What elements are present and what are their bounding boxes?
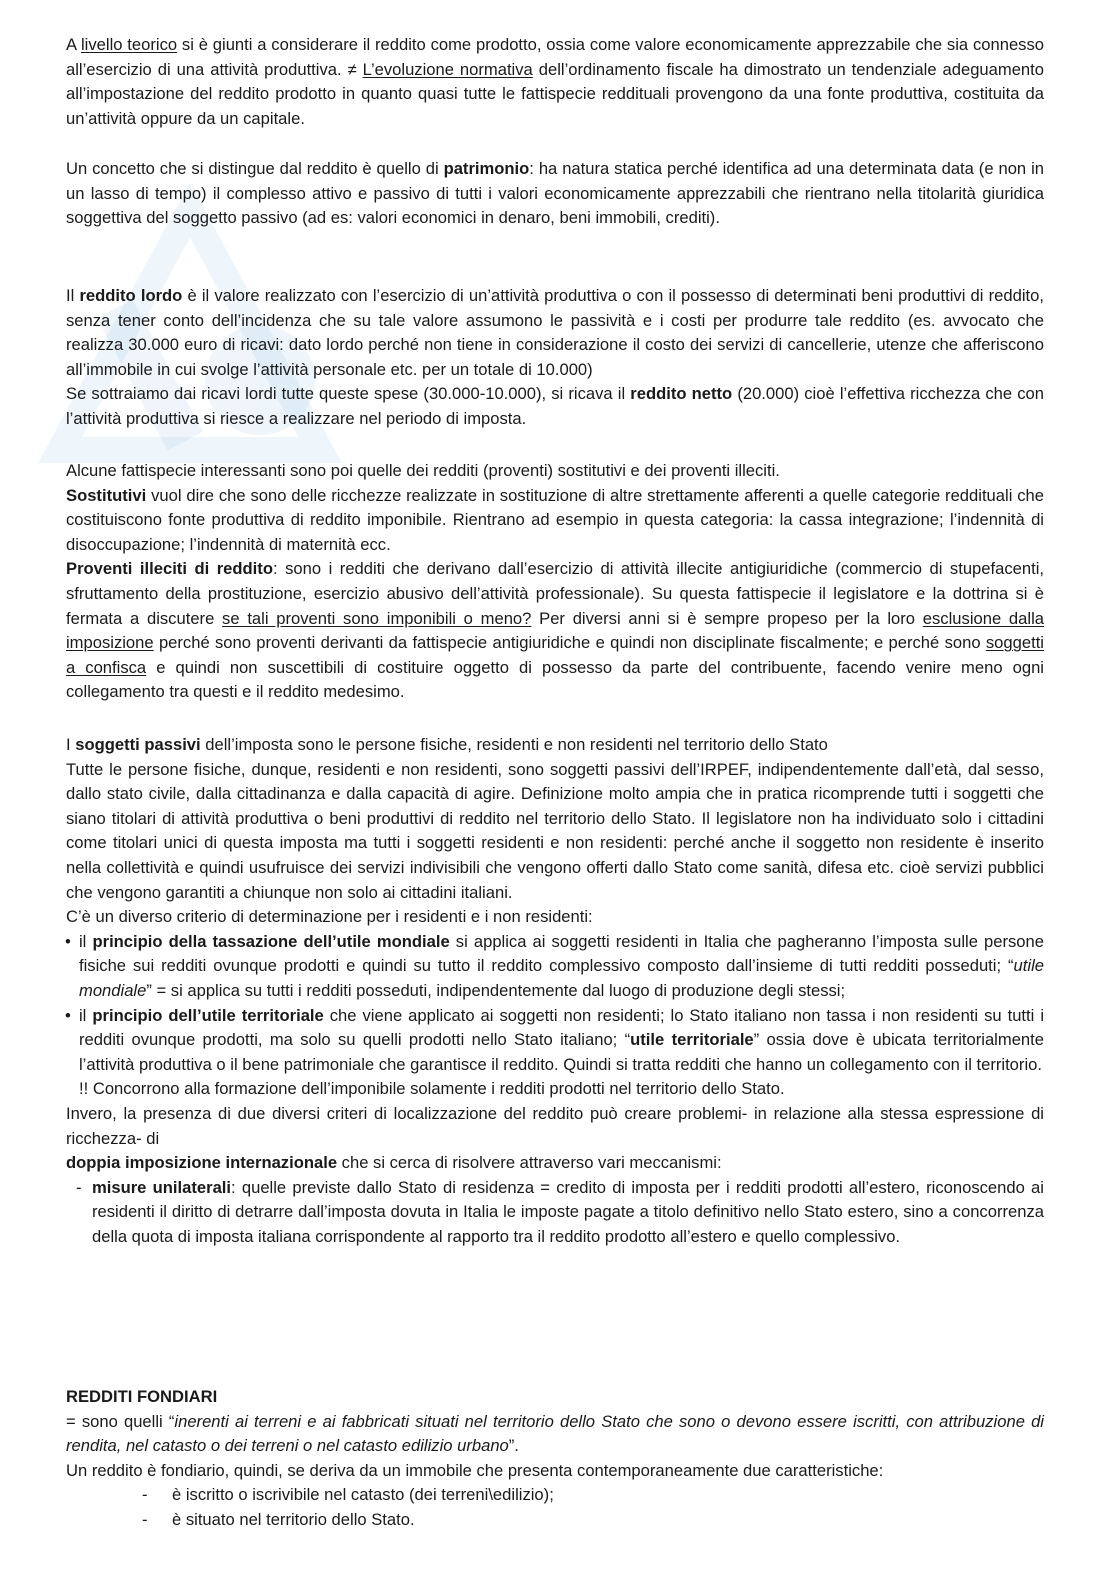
paragraph-caratteristiche: Un reddito è fondiario, quindi, se deriva da un immobile che presenta contemporaneamente due caratteristiche: (66, 1460, 884, 1480)
paragraph-sostitutivi: Sostitutivi vuol dire che sono delle ricchezze realizzate in sostituzione di altre strettamente afferenti a quelle categorie reddituali che costituiscono fonte produttiva di reddito imponibile. Rientrano ad esempio in questa categoria: la cassa integrazione; l’indennità di disoccupazione; l’indennità di maternità ecc. (66, 485, 1044, 554)
paragraph-invero: Invero, la presenza di due diversi criteri di localizzazione del reddito può creare problemi- in relazione alla stessa espressione di ricchezza- di (66, 1103, 1044, 1148)
paragraph-persone-fisiche: Tutte le persone fisiche, dunque, residenti e non residenti, sono soggetti passivi dell’IRPEF, indipendentemente dall’età, dal sesso, dallo stato civile, dalla cittadinanza e dalla capacità di agire. Definizione molto ampia che in pratica ricomprende tutti i soggetti che siano titolari di attività produttiva o beni produttivi di reddito nel territorio dello Stato. Il legislatore non ha individuato solo i cittadini come titolari unici di questa imposta ma tutti i soggetti residenti e non residenti: perché anche il soggetto non residente è inserito nella collettività e quindi usufruisce dei servizi indivisibili che vengono offerti dallo Stato come sanità, difesa etc. cioè servizi pubblici che vengono garantiti a chiunque non solo ai cittadini italiani. (66, 759, 1044, 902)
paragraph-soggetti-passivi: I soggetti passivi dell’imposta sono le persone fisiche, residenti e non residenti nel territorio dello Stato (66, 735, 828, 754)
link-evoluzione-normativa: L’evoluzione normativa (362, 59, 533, 79)
link-livello-teorico: livello teorico (80, 35, 178, 54)
list-item: - è iscritto o iscrivibile nel catasto (dei terreni\edilizio); (142, 1485, 554, 1505)
paragraph-reddito-lordo: Il reddito lordo è il valore realizzato con l’esercizio di un’attività produttiva o con il possesso di determinati beni produttivi di reddito, senza tener conto dell’incidenza che su tale valore assumono le passività e i costi per produrre tale reddito (es. avvocato che realizza 30.000 euro di ricavi: dato lordo perché non tiene in considerazione il costo dei servizi di cancellerie, utenze che afferiscono all’immobile in cui svolge l’attività personale etc. per un totale di 10.000) (66, 286, 1044, 379)
list-item: - è situato nel territorio dello Stato. (142, 1509, 415, 1529)
paragraph-proventi-illeciti: Proventi illeciti di reddito: sono i redditi che derivano dall’esercizio di attività illecite antigiuridiche (commercio di stupefacenti, sfruttamento della prostituzione, esercizio abusivo dell’attività professionale). Su questa fattispecie il legislatore e la dottrina si è fermata a discutere se tali proventi sono imponibili o meno? Per diversi anni si è sempre propeso per la loro esclusione dalla imposizione perché sono proventi derivanti da fattispecie antigiuridiche e quindi non disciplinate fiscalmente; e perché sono soggetti a confisca e quindi non suscettibili di costituire oggetto di possesso da parte del contribuente, facendo venire meno ogni collegamento tra questi e il reddito medesimo. (66, 559, 1045, 702)
list-item: • il principio dell’utile territoriale che viene applicato ai soggetti non residenti; lo Stato italiano non tassa i non residenti su tutti i redditi ovunque prodotti, ma solo su quelli prodotti nello Stato italiano; “utile territoriale” ossia dove è ubicata territorialmente l’attività produttiva o il bene patrimoniale che garantisce il reddito. Quindi si tratta redditi che hanno un collegamento con il territorio. (65, 1005, 1045, 1074)
list-item: • il principio della tassazione dell’utile mondiale si applica ai soggetti residenti in Italia che pagheranno l’imposta sulle persone fisiche sui redditi ovunque prodotti e quindi su tutto il reddito complessivo composto dall’insieme di tutti redditi posseduti; “utile mondiale” = si applica su tutti i redditi posseduti, indipendentemente dal luogo di produzione degli stessi; (65, 931, 1044, 1000)
paragraph-doppia-imposizione: doppia imposizione internazionale che si cerca di risolvere attraverso vari meccanismi: (66, 1153, 722, 1173)
criteria-list (66, 930, 1044, 1078)
paragraph-definizione-fondiari: = sono quelli “inerenti ai terreni e ai fabbricati situati nel territorio dello Stato che sono o devono essere iscritti, con attribuzione di rendita, nel catasto o dei terreni o nel catasto edilizio urbano”. (66, 1411, 1044, 1456)
paragraph-fattispecie-intro: Alcune fattispecie interessanti sono poi quelle dei redditi (proventi) sostitutivi e dei proventi illeciti. (66, 461, 780, 480)
paragraph-criterio: C’è un diverso criterio di determinazione per i residenti e i non residenti: (66, 907, 593, 927)
paragraph-patrimonio: Un concetto che si distingue dal reddito è quello di patrimonio: ha natura statica perché identifica ad una determinata data (e non in un lasso di tempo) il complesso attivo e passivo di tutti i valori economicamente apprezzabili che rientrano nella titolarità giuridica soggettiva del soggetto passivo (ad es: valori economici in denaro, beni immobili, crediti). (66, 159, 1044, 228)
paragraph-reddito-prodotto: A livello teorico si è giunti a considerare il reddito come prodotto, ossia come valore economicamente apprezzabile che sia connesso all’esercizio di una attività produttiva. ≠ L’evoluzione normativa dell’ordinamento fiscale ha dimostrato un tendenziale adeguamento all’impostazione del reddito prodotto in quanto quasi tutte le fattispecie reddituali provengono da una fonte produttiva, costituita da un’attività oppure da un capitale. (66, 35, 1044, 128)
list-item-misure-unilaterali: - misure unilaterali: quelle previste dallo Stato di residenza = credito di imposta per i redditi prodotti all’estero, riconoscendo ai residenti il diritto di detrarre dall’imposta dovuta in Italia le imposte pagate a titolo definitivo nello Stato estero, sino a concorrenza della quota di imposta italiana corrispondente al rapporto tra il reddito prodotto all’estero e quello complessivo. (76, 1177, 1044, 1246)
note-imponibile: !! Concorrono alla formazione dell’imponibile solamente i redditi prodotti nel territorio dello Stato. (79, 1079, 785, 1099)
section-heading-redditi-fondiari: REDDITI FONDIARI (66, 1387, 218, 1406)
paragraph-reddito-netto: Se sottraiamo dai ricavi lordi tutte queste spese (30.000-10.000), si ricava il reddito netto (20.000) cioè l’effettiva ricchezza che con l’attività produttiva si riesce a realizzare nel periodo di imposta. (66, 384, 1044, 428)
